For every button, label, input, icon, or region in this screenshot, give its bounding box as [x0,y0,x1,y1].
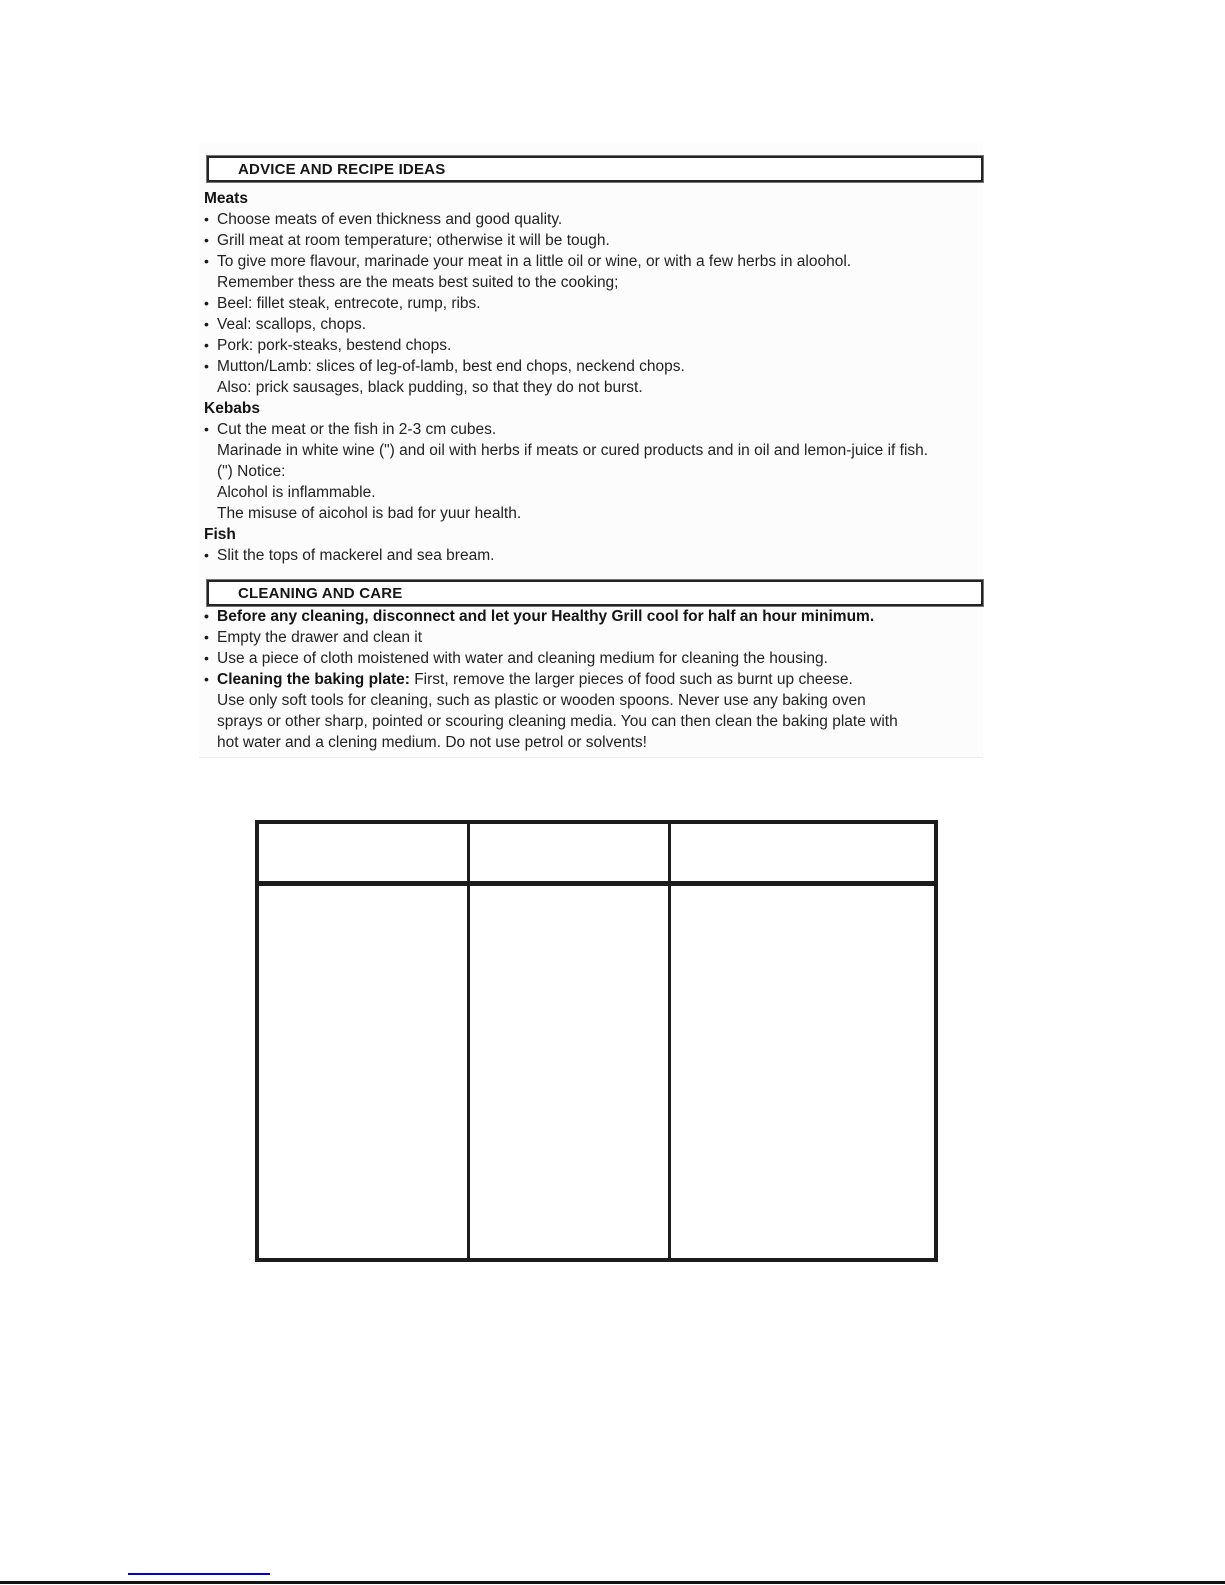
bullet-icon: • [204,316,209,332]
bullet-icon: • [204,421,209,437]
bullet-item [204,356,994,377]
continuation-line [204,482,994,503]
line-text: Mutton/Lamb: slices of leg-of-lamb, best end chops, neckend chops. [217,358,685,375]
line-text: Use a piece of cloth moistened with water and cleaning medium for cleaning the housing. [217,650,828,667]
continuation-line [204,440,994,461]
line-text: Pork: pork-steaks, bestend chops. [217,337,452,354]
line-text: Meats [204,190,248,207]
continuation-line [204,690,994,711]
line-text: sprays or other sharp, pointed or scouring cleaning media. You can then clean the baking plate with [217,713,898,730]
section-heading [204,188,994,209]
bullet-item [204,314,994,335]
table-body-cell [671,886,934,1258]
table-header-cell [671,824,934,886]
bullet-icon: • [204,211,209,227]
line-text: Grill meat at room temperature; otherwise it will be tough. [217,232,610,249]
table-body-cell [470,886,671,1258]
continuation-line [204,461,994,482]
cooking-guide-table [255,820,938,1262]
continuation-line [204,732,994,753]
bullet-icon: • [204,671,209,687]
bullet-item [204,606,994,627]
cleaning-section-header [207,580,983,606]
line-text: hot water and a clening medium. Do not use petrol or solvents! [217,734,647,751]
line-text: Veal: scallops, chops. [217,316,367,333]
bullet-icon: • [204,295,209,311]
table-header-cell [470,824,671,886]
continuation-line [204,503,994,524]
line-text: (") Notice: [217,463,286,480]
bullet-item [204,669,994,690]
line-text: The misuse of aicohol is bad for yuur health. [217,505,522,522]
line-text: Before any cleaning, disconnect and let your Healthy Grill cool for half an hour minimum. [217,608,875,625]
line-text: Choose meats of even thickness and good quality. [217,211,563,228]
line-text: Also: prick sausages, black pudding, so that they do not burst. [217,379,643,396]
line-text: Fish [204,526,236,543]
bullet-item [204,251,994,272]
section-heading [204,524,994,545]
line-text: Kebabs [204,400,260,417]
footer-link[interactable] [128,1564,270,1575]
bullet-item [204,293,994,314]
line-text: To give more flavour, marinade your meat in a little oil or wine, or with a few herbs in aloohol. [217,253,852,270]
line-text: Alcohol is inflammable. [217,484,376,501]
continuation-line [204,377,994,398]
section-heading [204,398,994,419]
advice-text-block [204,188,994,566]
page-bottom-rule [0,1581,1225,1584]
bullet-icon: • [204,232,209,248]
line-text: Empty the drawer and clean it [217,629,423,646]
bullet-icon: • [204,650,209,666]
bullet-item [204,230,994,251]
continuation-line [204,272,994,293]
bullet-icon: • [204,629,209,645]
bullet-icon: • [204,337,209,353]
continuation-line [204,711,994,732]
line-text: Cleaning the baking plate: First, remove the larger pieces of food such as burnt up cheese. [217,671,853,688]
line-text: Marinade in white wine (") and oil with herbs if meats or cured products and in oil and lemon-juice if fish. [217,442,929,459]
line-text: Cut the meat or the fish in 2-3 cm cubes. [217,421,497,438]
table-body-cell [259,886,470,1258]
bullet-item [204,209,994,230]
bullet-item [204,627,994,648]
bullet-icon: • [204,608,209,624]
bullet-item [204,419,994,440]
bullet-icon: • [204,547,209,563]
line-text: Slit the tops of mackerel and sea bream. [217,547,495,564]
bullet-icon: • [204,358,209,374]
cleaning-text-block [204,606,994,753]
table-header-cell [259,824,470,886]
line-text: Beel: fillet steak, entrecote, rump, ribs. [217,295,481,312]
bullet-item [204,335,994,356]
bullet-item [204,648,994,669]
line-text: Remember thess are the meats best suited to the cooking; [217,274,619,291]
advice-section-title: ADVICE AND RECIPE IDEAS [238,160,446,178]
cleaning-section-title: CLEANING AND CARE [238,584,403,602]
line-text: Use only soft tools for cleaning, such as plastic or wooden spoons. Never use any baking oven [217,692,866,709]
bullet-icon: • [204,253,209,269]
advice-section-header [207,156,983,182]
bullet-item [204,545,994,566]
